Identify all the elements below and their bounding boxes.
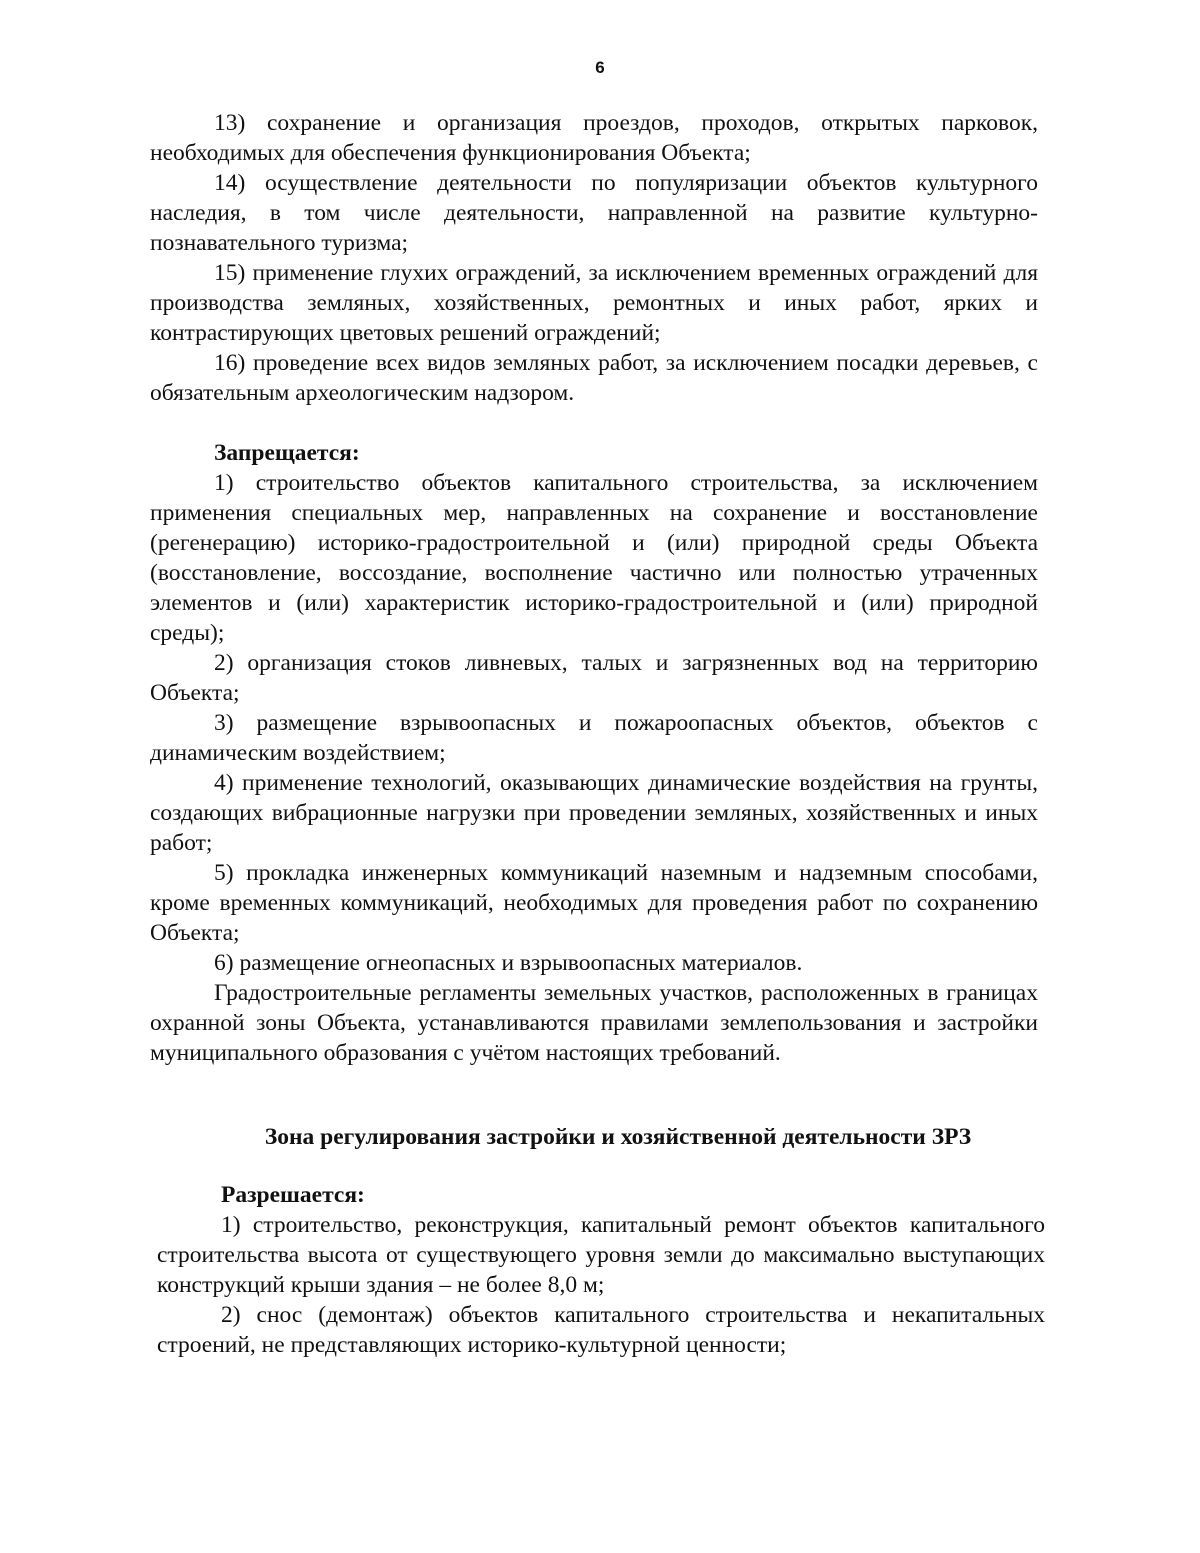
list-item: 16) проведение всех видов земляных работ, за исключением посадки деревьев, с обязательным археологическим надзором.: [150, 350, 1038, 406]
list-item: 13) сохранение и организация проездов, проходов, открытых парковок, необходимых для обеспечения функционирования Объекта;: [150, 110, 1038, 166]
top-items-list: [150, 108, 1038, 408]
list-item: 2) снос (демонтаж) объектов капитального строительства и некапитальных строений, не представляющих историко-культурной ценности;: [157, 1302, 1045, 1358]
page-number: 6: [595, 58, 605, 77]
zone-title: Зона регулирования застройки и хозяйственной деятельности ЗРЗ: [264, 1124, 972, 1150]
list-item: 3) размещение взрывоопасных и пожароопасных объектов, объектов с динамическим воздействием;: [150, 710, 1038, 766]
list-item: 6) размещение огнеопасных и взрывоопасных материалов.: [214, 950, 803, 976]
list-item: 4) применение технологий, оказывающих динамические воздействия на грунты, создающих вибрационные нагрузки при проведении земляных, хозяйственных и иных работ;: [150, 770, 1038, 856]
prohibited-heading: Запрещается:: [214, 440, 360, 466]
prohibited-section: [150, 438, 1038, 1068]
list-item: 15) применение глухих ограждений, за исключением временных ограждений для производства земляных, хозяйственных, ремонтных и иных работ, ярких и контрастирующих цветовых решений ограждений;: [150, 260, 1038, 346]
list-item: 1) строительство, реконструкция, капитальный ремонт объектов капитального строительства высота от существующего уровня земли до максимально выступающих конструкций крыши здания – не более 8,0 м;: [157, 1212, 1045, 1298]
list-item: 14) осуществление деятельности по популяризации объектов культурного наследия, в том числе деятельности, направленной на развитие культурно-познавательного туризма;: [150, 170, 1038, 256]
list-item: 1) строительство объектов капитального строительства, за исключением применения специальных мер, направленных на сохранение и восстановление (регенерацию) историко-градостроительной и (или) природной среды Объекта (восстановление, воссоздание, восполнение частично или полностью утраченных элементов и (или) характеристик историко-градостроительной и (или) природной среды);: [150, 470, 1038, 646]
allowed-heading: Разрешается:: [221, 1182, 365, 1208]
list-item: 5) прокладка инженерных коммуникаций наземным и надземным способами, кроме временных коммуникаций, необходимых для проведения работ по сохранению Объекта;: [150, 860, 1038, 946]
allowed-section: [157, 1180, 1045, 1360]
regulations-paragraph: Градостроительные регламенты земельных участков, расположенных в границах охранной зоны Объекта, устанавливаются правилами землепользования и застройки муниципального образования с учётом настоящих требований.: [150, 980, 1038, 1066]
list-item: 2) организация стоков ливневых, талых и загрязненных вод на территорию Объекта;: [150, 650, 1038, 706]
